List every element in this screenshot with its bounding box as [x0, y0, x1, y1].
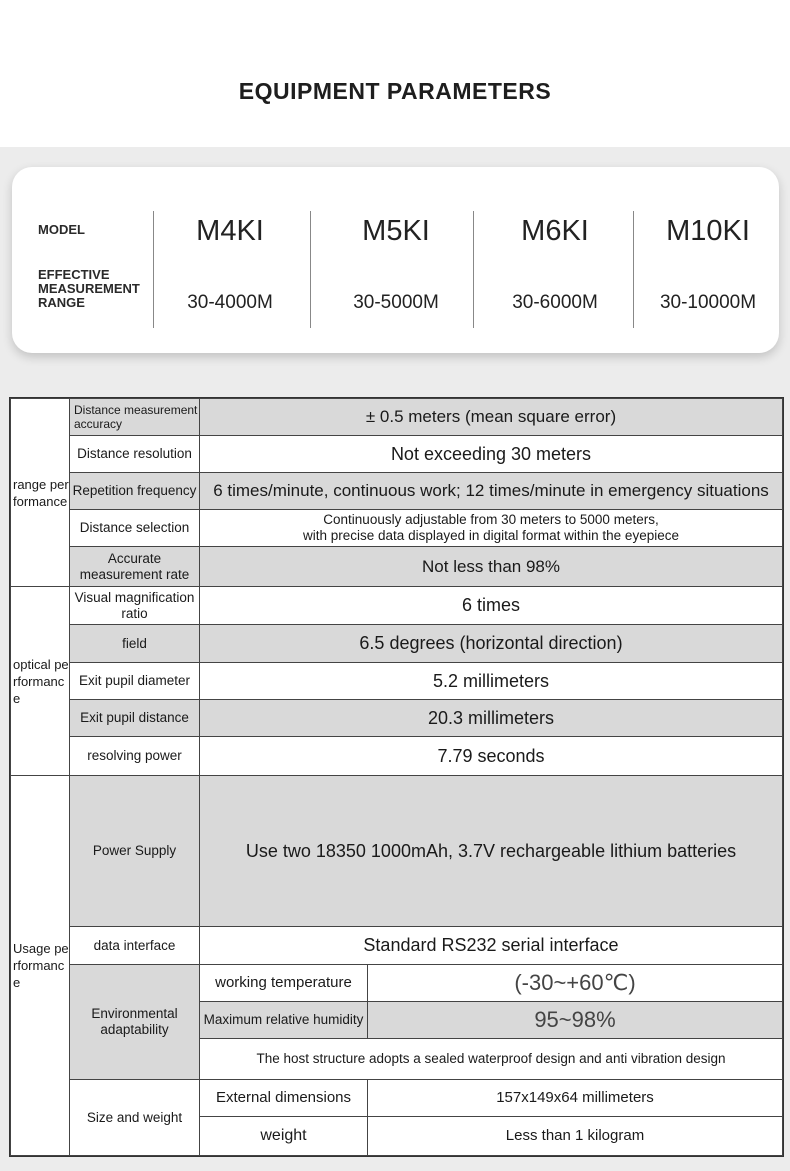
model-name: M4KI: [196, 215, 264, 247]
page-title: EQUIPMENT PARAMETERS: [238, 78, 552, 104]
row-value: 20.3 millimeters: [199, 699, 783, 737]
row-value: 6 times: [199, 586, 783, 625]
sub-label: External dimensions: [199, 1079, 368, 1117]
row-value: ± 0.5 meters (mean square error): [199, 398, 783, 436]
sub-label: working temperature: [199, 964, 368, 1002]
row-label: Exit pupil distance: [69, 699, 200, 737]
row-label: Repetition frequency: [69, 472, 200, 510]
row-value: 7.79 seconds: [199, 736, 783, 776]
model-range: 30-6000M: [512, 292, 598, 313]
row-value: [199, 509, 783, 547]
sub-value: 157x149x64 millimeters: [367, 1079, 783, 1117]
sub-label: Maximum relative humidity: [199, 1001, 368, 1039]
row-label: Distance selection: [69, 509, 200, 547]
model-name: M10KI: [666, 215, 750, 247]
sub-value: Less than 1 kilogram: [367, 1116, 783, 1156]
model-name: M5KI: [362, 215, 430, 247]
row-value: Not exceeding 30 meters: [199, 435, 783, 473]
row-value: Not less than 98%: [199, 546, 783, 587]
model-range: 30-4000M: [187, 292, 273, 313]
row-value: Use two 18350 1000mAh, 3.7V rechargeable lithium batteries: [199, 775, 783, 927]
row-label: Environmental adaptability: [69, 964, 200, 1080]
model-range: 30-5000M: [353, 292, 439, 313]
row-label: resolving power: [69, 736, 200, 776]
row-label: field: [69, 624, 200, 663]
range-label: EFFECTIVE MEASUREMENT RANGE: [38, 267, 140, 310]
row-value-line: Continuously adjustable from 30 meters to 5000 meters,: [323, 512, 659, 527]
divider: [310, 211, 311, 328]
sub-label: weight: [199, 1116, 368, 1156]
row-value: Standard RS232 serial interface: [199, 926, 783, 965]
spec-table: [9, 397, 784, 1157]
model-range: 30-10000M: [659, 292, 757, 313]
row-label: Distance measurement accuracy: [69, 398, 200, 436]
row-label: Exit pupil diameter: [69, 662, 200, 700]
row-label: Size and weight: [69, 1079, 200, 1156]
row-label: Accurate measurement rate: [69, 546, 200, 587]
category-usage: Usage performance: [10, 775, 70, 1156]
row-label: Distance resolution: [69, 435, 200, 473]
row-value: 6 times/minute, continuous work; 12 times/minute in emergency situations: [199, 472, 783, 510]
env-note: The host structure adopts a sealed waterproof design and anti vibration design: [199, 1038, 783, 1080]
row-label: Visual magnification ratio: [69, 586, 200, 625]
model-card: [12, 167, 779, 353]
category-optical: optical performance: [10, 586, 70, 776]
model-label: MODEL: [38, 222, 85, 237]
sub-value: (-30~+60℃): [367, 964, 783, 1002]
row-value: 5.2 millimeters: [199, 662, 783, 700]
category-range: range performance: [10, 398, 70, 587]
row-label: data interface: [69, 926, 200, 965]
model-name: M6KI: [521, 215, 589, 247]
row-value-line: with precise data displayed in digital format within the eyepiece: [303, 528, 679, 543]
row-value: 6.5 degrees (horizontal direction): [199, 624, 783, 663]
sub-value: 95~98%: [367, 1001, 783, 1039]
row-label: Power Supply: [69, 775, 200, 927]
